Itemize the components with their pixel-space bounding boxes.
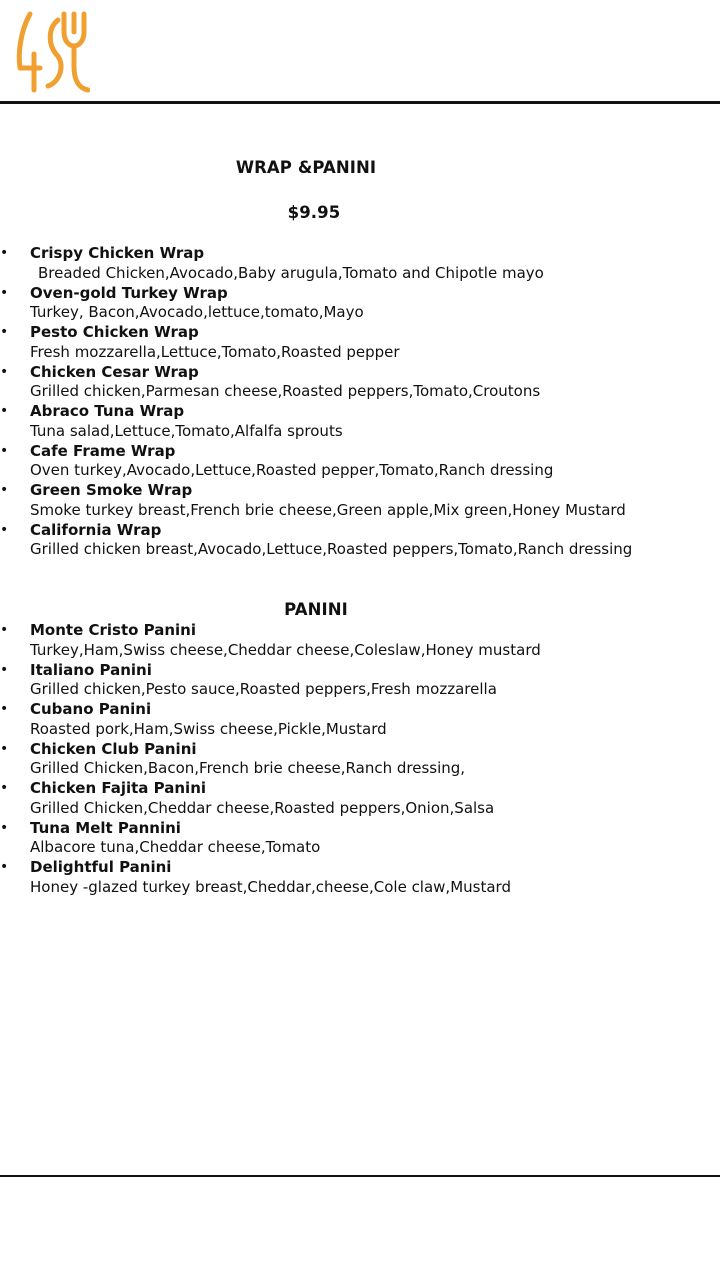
item-name: Abraco Tuna Wrap <box>30 402 185 420</box>
item-description: Smoke turkey breast,French brie cheese,Green apple,Mix green,Honey Mustard <box>30 500 626 519</box>
item-description: Grilled Chicken,Cheddar cheese,Roasted peppers,Onion,Salsa <box>30 798 495 817</box>
panini-list <box>0 621 720 898</box>
list-item <box>0 621 720 661</box>
footer-divider <box>0 1175 720 1177</box>
item-name: Delightful Panini <box>30 858 172 876</box>
list-item <box>0 661 720 701</box>
item-description: Grilled chicken breast,Avocado,Lettuce,Roasted peppers,Tomato,Ranch dressing <box>30 540 633 558</box>
bullet-icon: • <box>0 284 9 301</box>
section-title-panini: PANINI <box>284 600 348 619</box>
item-name: Cafe Frame Wrap <box>30 441 176 460</box>
item-name: Chicken Cesar Wrap <box>30 362 199 381</box>
fork-knife-logo-icon <box>14 10 90 96</box>
item-name: Chicken Fajita Panini <box>30 779 207 797</box>
list-item <box>0 323 720 363</box>
bullet-icon: • <box>0 819 9 836</box>
item-name: Monte Cristo Panini <box>30 621 197 639</box>
item-description: Fresh mozzarella,Lettuce,Tomato,Roasted pepper <box>30 342 400 361</box>
item-name: Chicken Club Panini <box>30 739 197 758</box>
item-name: Tuna Melt Pannini <box>30 818 181 837</box>
list-item <box>0 858 720 898</box>
item-description: Grilled chicken,Pesto sauce,Roasted peppers,Fresh mozzarella <box>30 680 497 698</box>
item-name: Green Smoke Wrap <box>30 481 193 499</box>
list-item <box>0 521 720 561</box>
list-item <box>0 819 720 859</box>
list-item <box>0 402 720 442</box>
item-description: Tuna salad,Lettuce,Tomato,Alfalfa sprouts <box>30 421 343 440</box>
bullet-icon: • <box>0 363 9 380</box>
bullet-icon: • <box>0 245 9 261</box>
item-name: Cubano Panini <box>30 700 152 718</box>
list-item <box>0 363 720 403</box>
wrap-list <box>0 244 720 560</box>
bullet-icon: • <box>0 324 9 340</box>
item-description: Turkey,Ham,Swiss cheese,Cheddar cheese,Coleslaw,Honey mustard <box>30 640 541 659</box>
list-item <box>0 284 720 324</box>
item-name: California Wrap <box>30 520 162 539</box>
bullet-icon: • <box>0 701 9 717</box>
item-description: Breaded Chicken,Avocado,Baby arugula,Tomato and Chipotle mayo <box>38 263 544 282</box>
item-description: Albacore tuna,Cheddar cheese,Tomato <box>30 838 321 856</box>
list-item <box>0 740 720 780</box>
list-item <box>0 481 720 521</box>
item-name: Oven-gold Turkey Wrap <box>30 283 228 302</box>
list-item <box>0 779 720 819</box>
header-divider <box>0 101 720 104</box>
list-item <box>0 442 720 482</box>
section-title-wrap-panini: WRAP &PANINI <box>235 158 377 177</box>
item-description: Grilled chicken,Parmesan cheese,Roasted peppers,Tomato,Croutons <box>30 382 541 400</box>
bullet-icon: • <box>0 661 9 678</box>
item-description: Roasted pork,Ham,Swiss cheese,Pickle,Mustard <box>30 719 387 738</box>
bullet-icon: • <box>0 859 9 875</box>
item-description: Grilled Chicken,Bacon,French brie cheese,Ranch dressing, <box>30 759 466 777</box>
list-item <box>0 244 720 284</box>
item-name: Pesto Chicken Wrap <box>30 323 199 341</box>
bullet-icon: • <box>0 780 9 796</box>
item-name: Italiano Panini <box>30 660 152 679</box>
item-name: Crispy Chicken Wrap <box>30 244 205 262</box>
price-label: $9.95 <box>287 203 341 222</box>
list-item <box>0 700 720 740</box>
item-description: Honey -glazed turkey breast,Cheddar,cheese,Cole claw,Mustard <box>30 877 511 896</box>
bullet-icon: • <box>0 482 9 498</box>
item-description: Oven turkey,Avocado,Lettuce,Roasted pepper,Tomato,Ranch dressing <box>30 461 554 479</box>
bullet-icon: • <box>0 740 9 757</box>
item-description: Turkey, Bacon,Avocado,lettuce,tomato,Mayo <box>30 303 364 321</box>
bullet-icon: • <box>0 403 9 419</box>
bullet-icon: • <box>0 442 9 459</box>
bullet-icon: • <box>0 622 9 638</box>
bullet-icon: • <box>0 521 9 538</box>
